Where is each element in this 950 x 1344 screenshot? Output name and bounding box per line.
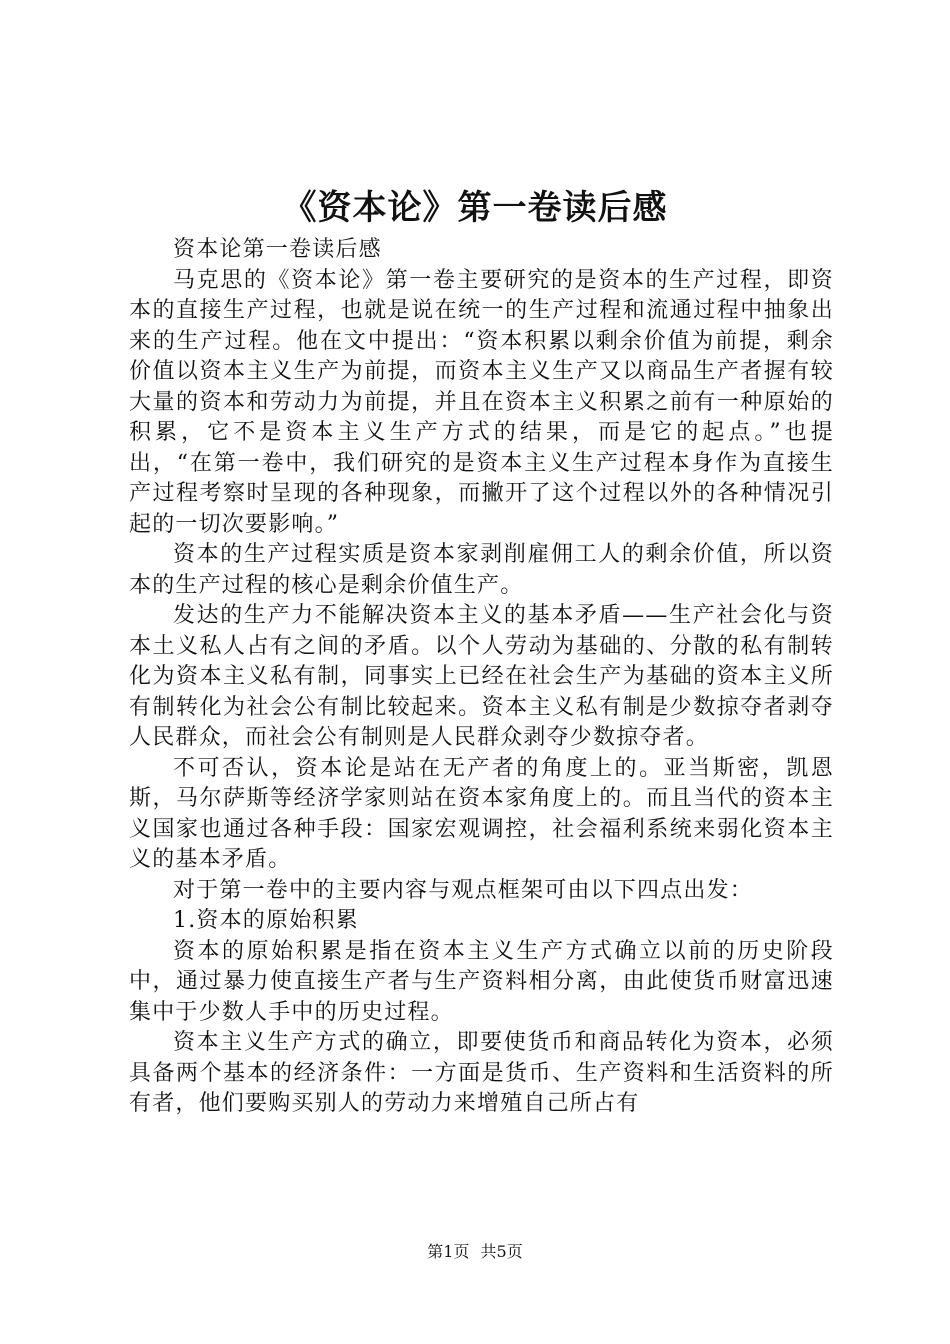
paragraph: 不可否认，资本论是站在无产者的角度上的。亚当斯密，凯恩斯，马尔萨斯等经济学家则站在资本家角度上的。而且当代的资本主义国家也通过各种手段：国家宏观调控，社会福利系统来弱化资本主义的基本矛盾。 xyxy=(129,755,834,872)
page-footer xyxy=(0,1240,950,1264)
paragraph: 马克思的《资本论》第一卷主要研究的是资本的生产过程，即资本的直接生产过程，也就是说在统一的生产过程和流通过程中抽象出来的生产过程。他在文中提出：“资本积累以剩余价值为前提，剩余价值以资本主义生产为前提，而资本主义生产又以商品生产者握有较大量的资本和劳动力为前提，并且在资本主义积累之前有一种原始的积累，它不是资本主义生产方式的结果，而是它的起点。”也提出，“在第一卷中，我们研究的是资本主义生产过程本身作为直接生产过程考察时呈现的各种现象，而撇开了这个过程以外的各种情况引起的一切次要影响。” xyxy=(129,267,834,537)
document-title: 《资本论》第一卷读后感 xyxy=(282,188,668,228)
paragraph: 资本的生产过程实质是资本家剥削雇佣工人的剩余价值，所以资本的生产过程的核心是剩余价值生产。 xyxy=(129,542,834,598)
paragraph: 对于第一卷中的主要内容与观点框架可由以下四点出发： xyxy=(173,877,754,903)
page-number: 第1页 xyxy=(427,1242,470,1261)
paragraph: 资本主义生产方式的确立，即要使货币和商品转化为资本，必须具备两个基本的经济条件：一方面是货币、生产资料和生活资料的所有者，他们要购买别人的劳动力来增殖自己所占有 xyxy=(129,1030,834,1116)
paragraph: 资本的原始积累是指在资本主义生产方式确立以前的历史阶段中，通过暴力使直接生产者与生产资料相分离，由此使货币财富迅速集中于少数人手中的历史过程。 xyxy=(129,938,834,1025)
paragraph: 发达的生产力不能解决资本主义的基本矛盾——生产社会化与资本土义私人占有之间的矛盾。以个人劳动为基础的、分散的私有制转化为资本主义私有制，同事实上已经在社会生产为基础的资本主义所有制转化为社会公有制比较起来。资本主义私有制是少数掠夺者剥夺人民群众，而社会公有制则是人民群众剥夺少数掠夺者。 xyxy=(129,603,834,750)
page-total: 共5页 xyxy=(480,1242,523,1261)
section-heading: 1.资本的原始积累 xyxy=(173,908,359,933)
paragraph-subtitle: 资本论第一卷读后感 xyxy=(173,237,382,262)
document-body xyxy=(129,235,834,1120)
